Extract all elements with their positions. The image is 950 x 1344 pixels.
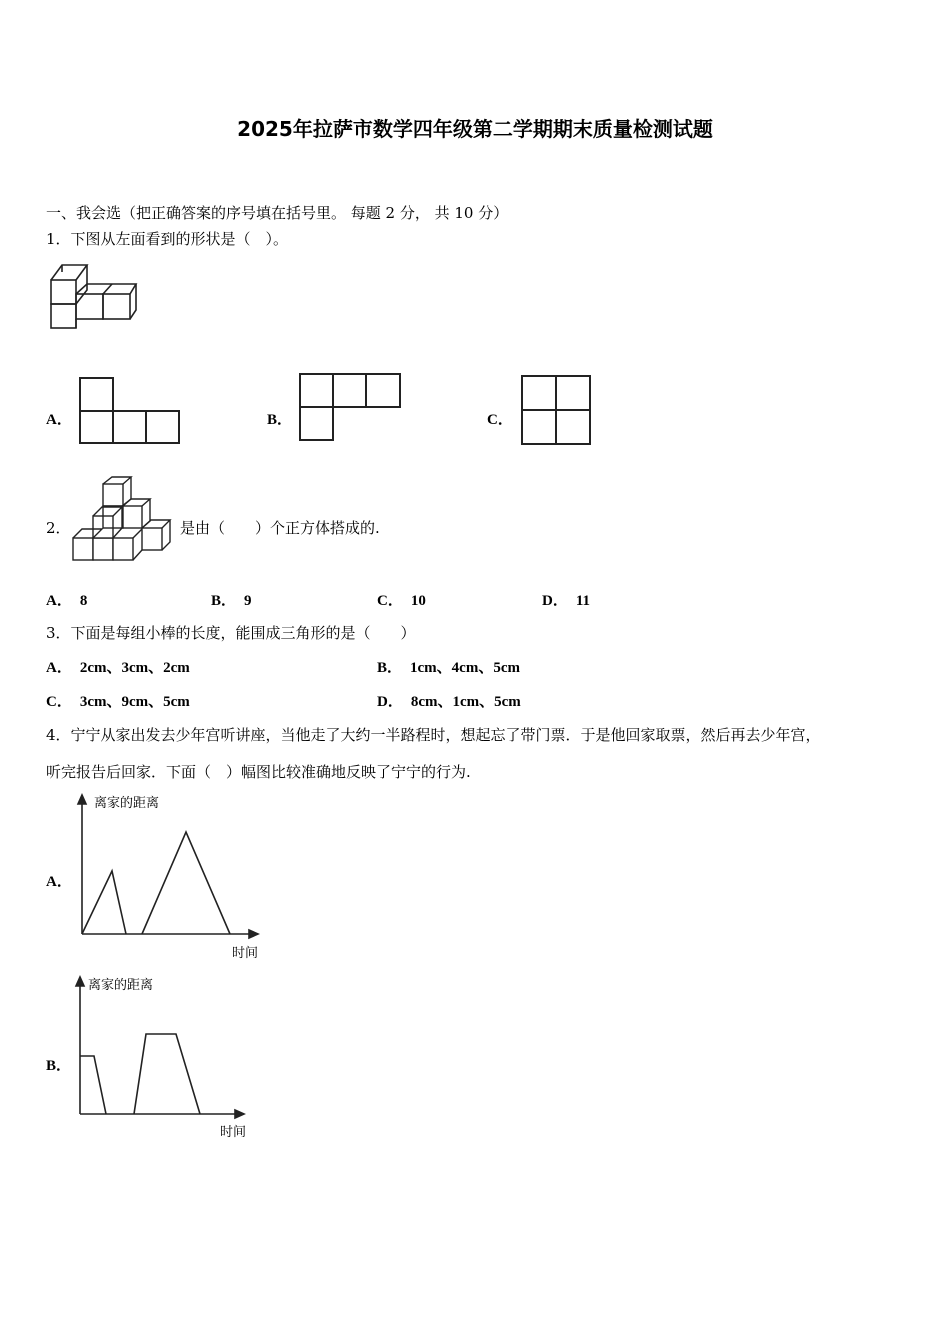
q1-solid-figure <box>48 260 140 332</box>
graph-a-y-label: 离家的距离 <box>94 796 160 811</box>
graph-b-line <box>80 1056 106 1114</box>
q3-option-d-label: D． <box>377 694 403 710</box>
graph-b-line-2 <box>134 1034 200 1114</box>
q1-option-c-figure <box>520 374 592 446</box>
graph-a-line <box>82 871 126 934</box>
q4-graph-b <box>72 972 272 1144</box>
q1-option-a-label: A． <box>46 412 72 428</box>
q2-option-b-value: 9 <box>244 593 252 609</box>
q4-option-b-label: B． <box>46 1058 72 1074</box>
graph-b-y-label: 离家的距离 <box>88 978 154 993</box>
page-title: 2025年拉萨市数学四年级第二学期期末质量检测试题 <box>237 117 713 141</box>
question-2-number: 2． <box>46 519 71 537</box>
graph-b-x-label: 时间 <box>220 1125 247 1140</box>
q3-option-b <box>377 656 520 677</box>
q2-option-a-label: A． <box>46 593 72 609</box>
q2-option-d <box>542 589 590 610</box>
q3-option-b-value: 1cm、4cm、5cm <box>410 660 520 676</box>
q3-option-b-label: B． <box>377 660 403 676</box>
q3-option-a-label: A． <box>46 660 72 676</box>
q2-option-a <box>46 589 87 610</box>
q2-option-c <box>377 589 426 610</box>
q3-option-c-value: 3cm、9cm、5cm <box>79 694 190 710</box>
q1-option-b-figure <box>298 372 404 442</box>
q4-option-a-label: A． <box>46 874 72 890</box>
q4-graph-a <box>74 790 274 962</box>
q3-option-a-value: 2cm、3cm、2cm <box>79 660 190 676</box>
q2-cube-stack-figure <box>70 476 174 564</box>
q2-option-d-label: D． <box>542 593 568 609</box>
question-4-line-2: 听完报告后回家．下面（ ）幅图比较准确地反映了宁宁的行为. <box>46 763 471 781</box>
q3-option-c-label: C． <box>46 694 72 710</box>
section-heading: 一、我会选（把正确答案的序号填在括号里。 每题 2 分， 共 10 分） <box>46 204 509 222</box>
q1-option-a-figure <box>78 376 182 446</box>
q3-option-d <box>377 690 521 711</box>
q2-option-a-value: 8 <box>79 593 88 609</box>
question-2-text: 是由（ ）个正方体搭成的. <box>180 519 380 537</box>
q3-option-d-value: 8cm、1cm、5cm <box>410 694 521 710</box>
graph-a-x-label: 时间 <box>232 946 259 961</box>
q1-option-c-label: C． <box>487 412 513 428</box>
q2-option-c-label: C． <box>377 593 403 609</box>
q2-option-b-label: B． <box>211 593 237 609</box>
q1-option-b-label: B． <box>267 412 293 428</box>
q2-option-c-value: 10 <box>410 593 426 609</box>
q2-option-b <box>211 589 252 610</box>
question-4-line-1: 4．宁宁从家出发去少年宫听讲座，当他走了大约一半路程时，想起忘了带门票．于是他回家取票，然后再去少年宫， <box>46 726 821 744</box>
question-3-text: 3．下面是每组小棒的长度，能围成三角形的是（ ） <box>46 624 416 642</box>
question-1-text: 1．下图从左面看到的形状是（ ）。 <box>46 230 289 248</box>
q3-option-a <box>46 656 190 677</box>
q2-option-d-value: 11 <box>575 593 591 609</box>
q3-option-c <box>46 690 190 711</box>
graph-a-line-2 <box>142 832 230 934</box>
